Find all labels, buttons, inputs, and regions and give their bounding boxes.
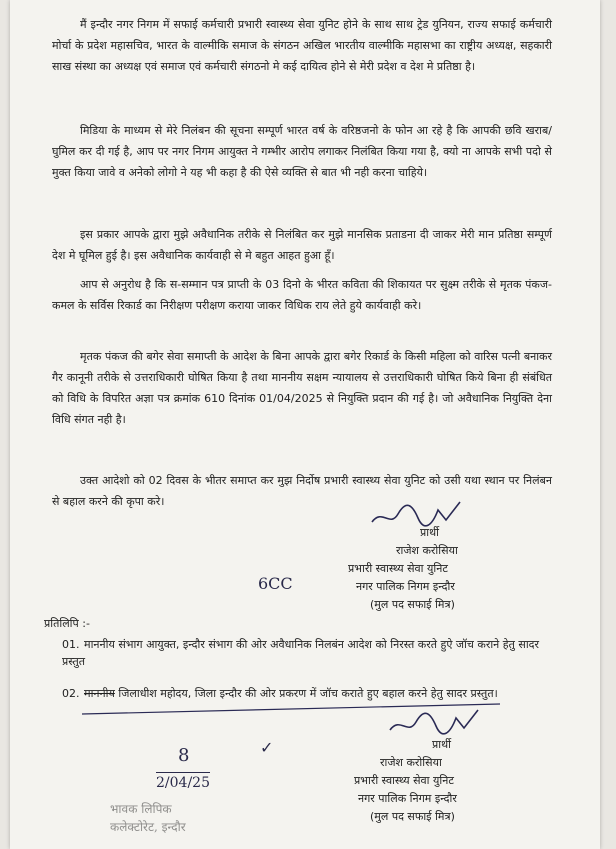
signatory-post: प्रभारी स्वास्थ्य सेवा युनिट	[354, 774, 454, 787]
stamp-line-2: कलेक्टोरेट, इन्दौर	[110, 820, 186, 834]
paragraph-3: इस प्रकार आपके द्वारा मुझे अवैधानिक तरीके से निलंबित कर मुझे मानसिक प्रताडना दी जाकर मेरी मान प्रतिष्ठा सम्पूर्ण देश मे घूमिल हुई है। इस अवैधानिक कार्यवाही से मे बहुत आहत हुआ हूँ।	[52, 228, 552, 262]
tick-mark-icon: ✓	[260, 738, 274, 757]
signatory-post: प्रभारी स्वास्थ्य सेवा युनिट	[348, 562, 448, 575]
receipt-mark: 8	[178, 745, 190, 766]
signatory-role: प्रार्थी	[432, 738, 451, 751]
signatory-office: नगर पालिक निगम इन्दौर	[358, 792, 457, 805]
letter-page	[10, 0, 600, 849]
signature-block-1	[348, 524, 458, 614]
paragraph-6: उक्त आदेशो को 02 दिवस के भीतर समाप्त कर मुझ निर्दोष प्रभारी स्वास्थ्य सेवा युनिट को उसी यथा स्थान पर निलंबन से बहाल करने की कृपा करे।	[52, 474, 552, 508]
office-stamp	[110, 800, 186, 836]
signatory-role: प्रार्थी	[420, 526, 439, 539]
copy-item-1	[62, 636, 552, 670]
copy-item-number: 01.	[62, 638, 80, 651]
paragraph-1: मैं इन्दौर नगर निगम में सफाई कर्मचारी प्रभारी स्वास्थ्य सेवा युनिट होने के साथ साथ ट्रेड युनियन, राज्य सफाई कर्मचारी मोर्चा के प्रदेश महासचिव, भारत के वाल्मीकि समाज के संगठन अखिल भारतीय वाल्मीकि महासभा का राष्ट्रीय अध्यक्ष, सहकारी साख संस्था का अध्यक्ष एवं समाज एवं कर्मचारी संगठनो मे कई दायित्व होने से मेरी प्रदेश व देश मे प्रतिष्ठा है।	[52, 18, 552, 73]
receipt-date: 2/04/25	[156, 772, 210, 791]
paragraph-4: आप से अनुरोध है कि स-सम्मान पत्र प्राप्ती के 03 दिनो के भीरत कविता की शिकायत पर सुक्ष्म तरीके से मृतक पंकज-कमल के सर्विस रिकार्ड का निरीक्षण परीक्षण कराया जाकर विधिक राय लेते हुये कार्यवाही करे।	[52, 278, 552, 312]
signatory-name: राजेश करोसिया	[380, 756, 442, 769]
signature-block-2	[354, 736, 457, 826]
paragraph-5: मृतक पंकज की बगेर सेवा समाप्ती के आदेश के बिना आपके द्वारा बगेर रिकार्ड के किसी महिला को वारिस पत्नी बनाकर गैर कानूनी तरीके से उत्तराधिकारी घोषित किया है तथा माननीय सक्षम न्यायालय से उत्तराधिकारी घोषित किये बिना ही संबंधित को विधि के विपरित अज्ञा पत्र क्रमांक 610 दिनांक 01/04/2025 से नियुक्ति प्रदान की गई है। जो अवैधानिक नियुक्ति देना विधि संगत नही है।	[52, 350, 552, 426]
copy-item-struck-word: माननीय	[84, 687, 115, 700]
signatory-original-post: (मुल पद सफाई मित्र)	[370, 810, 455, 823]
handwritten-note: 6CC	[258, 574, 293, 593]
signature-scribble-2	[386, 706, 486, 738]
copy-item-number: 02.	[62, 687, 80, 700]
signatory-name: राजेश करोसिया	[396, 544, 458, 557]
signatory-original-post: (मुल पद सफाई मित्र)	[370, 598, 455, 611]
copy-item-text: जिलाधीश महोदय, जिला इन्दौर की ओर प्रकरण में जॉच कराते हुए बहाल करने हेतु सादर प्रस्तुत।	[114, 687, 498, 700]
copy-label: प्रतिलिपि :-	[44, 617, 90, 630]
signatory-office: नगर पालिक निगम इन्दौर	[356, 580, 455, 593]
stamp-line-1: भावक लिपिक	[110, 802, 172, 816]
paragraph-2: मिडिया के माध्यम से मेरे निलंबन की सूचना सम्पूर्ण भारत वर्ष के वरिष्ठजनो के फोन आ रहे है कि आपकी छवि खराब/घुमिल कर दी गई है, आप पर नगर निगम आयुक्त ने गम्भीर आरोप लगाकर निलंबित किया गया है, क्यो ना आपके सभी पदो से मुक्त किया जावे व अनेको लोगो ने यह भी कहा है की ऐसे व्यक्ति से बात भी नही करना चाहिये।	[52, 124, 552, 179]
copy-item-text: माननीय संभाग आयुक्त, इन्दौर संभाग की ओर अवैधानिक निलबंन आदेश को निरस्त करते हुऐ जॉच कराने हेतु सादर प्रस्तुत	[62, 638, 540, 668]
